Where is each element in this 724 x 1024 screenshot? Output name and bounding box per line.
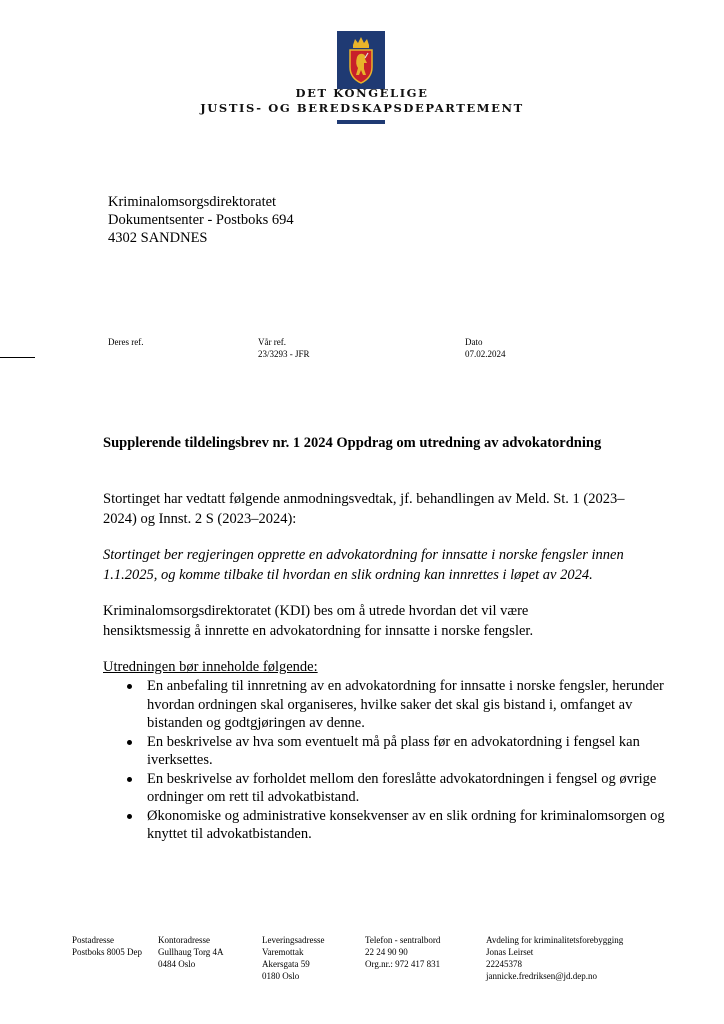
requirements-list bbox=[121, 677, 666, 844]
footer-leveringsadresse-line2: Akersgata 59 bbox=[262, 959, 310, 969]
var-ref-label: Vår ref. bbox=[258, 337, 286, 347]
letter-subject: Supplerende tildelingsbrev nr. 1 2024 Oppdrag om utredning av advokatordning bbox=[103, 435, 602, 451]
paragraph-resolution-quote: Stortinget ber regjeringen opprette en advokatordning for innsatte i norske fengsler innen 1.1.2025, og komme tilbake til hvordan en slik ordning kan innrettes i løpet av 2024. bbox=[103, 547, 624, 583]
fold-mark bbox=[0, 357, 35, 358]
list-heading: Utredningen bør inneholde følgende: bbox=[103, 659, 318, 675]
footer-leveringsadresse-line3: 0180 Oslo bbox=[262, 971, 300, 981]
recipient-line1: Kriminalomsorgsdirektoratet bbox=[108, 194, 277, 210]
footer-postadresse bbox=[72, 934, 142, 958]
recipient-line3: 4302 SANDNES bbox=[108, 230, 208, 246]
coat-of-arms-logo bbox=[337, 31, 385, 89]
ministry-name-line2: JUSTIS- OG BEREDSKAPSDEPARTEMENT bbox=[200, 101, 524, 115]
footer-kontoradresse-label: Kontoradresse bbox=[158, 935, 210, 945]
list-item: Økonomiske og administrative konsekvenser av en slik ordning for kriminalomsorgen og knyttet til advokatbistanden. bbox=[121, 807, 666, 844]
footer-postadresse-line1: Postboks 8005 Dep bbox=[72, 947, 143, 957]
paragraph-resolution-intro: Stortinget har vedtatt følgende anmodningsvedtak, jf. behandlingen av Meld. St. 1 (2023–2024) og Innst. 2 S (2023–2024): bbox=[103, 491, 625, 527]
recipient-address bbox=[108, 193, 294, 247]
footer-leveringsadresse-line1: Varemottak bbox=[262, 947, 304, 957]
footer-kontoradresse-line1: Gullhaug Torg 4A bbox=[158, 947, 224, 957]
list-item: En beskrivelse av hva som eventuelt må på plass før en advokatordning i fengsel kan iverksettes. bbox=[121, 733, 666, 770]
footer-telefon-line2: Org.nr.: 972 417 831 bbox=[365, 959, 441, 969]
footer-leveringsadresse-label: Leveringsadresse bbox=[262, 935, 325, 945]
recipient-line2: Dokumentsenter - Postboks 694 bbox=[108, 212, 294, 228]
footer-telefon-line1: 22 24 90 90 bbox=[365, 947, 408, 957]
ministry-name-line1: DET KONGELIGE bbox=[295, 86, 429, 100]
date-label: Dato bbox=[465, 337, 483, 347]
list-item: En beskrivelse av forholdet mellom den foreslåtte advokatordningen i fengsel og øvrige ordninger om rett til advokatbistand. bbox=[121, 770, 666, 807]
footer-avdeling-email[interactable]: jannicke.fredriksen@jd.dep.no bbox=[486, 971, 598, 981]
footer-avdeling bbox=[486, 934, 623, 982]
footer-leveringsadresse bbox=[262, 934, 324, 982]
footer-kontoradresse bbox=[158, 934, 224, 970]
footer-telefon bbox=[365, 934, 440, 970]
paragraph-assignment: Kriminalomsorgsdirektoratet (KDI) bes om å utrede hvordan det vil være hensiktsmessig å innrette en advokatordning for innsatte i norske fengsler. bbox=[103, 603, 534, 639]
footer-kontoradresse-line2: 0484 Oslo bbox=[158, 959, 196, 969]
footer-avdeling-label: Avdeling for kriminalitetsforebygging bbox=[486, 935, 624, 945]
footer-avdeling-line2: 22245378 bbox=[486, 959, 522, 969]
lion-crest-icon bbox=[337, 31, 385, 89]
footer-postadresse-label: Postadresse bbox=[72, 935, 114, 945]
footer-avdeling-line1: Jonas Leirset bbox=[486, 947, 534, 957]
var-ref-value: 23/3293 - JFR bbox=[258, 349, 310, 359]
footer-telefon-label: Telefon - sentralbord bbox=[365, 935, 441, 945]
deres-ref-label: Deres ref. bbox=[108, 337, 144, 347]
list-item: En anbefaling til innretning av en advokatordning for innsatte i norske fengsler, herunder hvordan ordningen skal organiseres, hvilke saker det skal gis bistand i, omfanget av bistanden og godtgjøringen av denne. bbox=[121, 677, 666, 733]
logo-underline-bar bbox=[337, 120, 385, 124]
date-value: 07.02.2024 bbox=[465, 349, 506, 359]
